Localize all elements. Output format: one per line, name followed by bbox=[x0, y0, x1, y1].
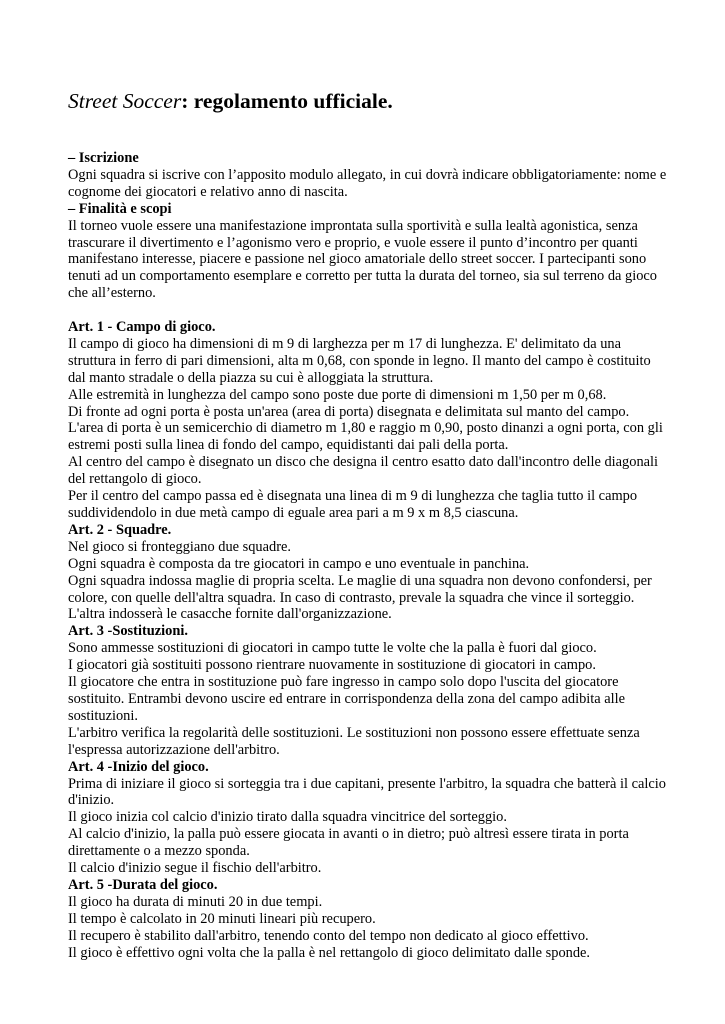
paragraph: Al centro del campo è disegnato un disco che designa il centro esatto dato dall'incontro delle diagonali del rettangolo di gioco. bbox=[68, 454, 659, 488]
paragraph: Il recupero è stabilito dall'arbitro, tenendo conto del tempo non dedicato al gioco effettivo. bbox=[68, 927, 589, 944]
article-heading-2: Art. 2 - Squadre. bbox=[68, 521, 172, 538]
paragraph: Il calcio d'inizio segue il fischio dell'arbitro. bbox=[68, 860, 322, 877]
paragraph: Il giocatore che entra in sostituzione può fare ingresso in campo solo dopo l'uscita del giocatore sostituito. Entrambi devono uscire ed entrare in corrispondenza della zona del campo adibita alle sostituzioni. bbox=[68, 674, 626, 724]
paragraph: Al calcio d'inizio, la palla può essere giocata in avanti o in dietro; può altresì essere tirata in porta direttamente o a mezzo sponda. bbox=[68, 826, 629, 860]
article-heading-4: Art. 4 -Inizio del gioco. bbox=[68, 758, 209, 775]
paragraph: Sono ammesse sostituzioni di giocatori in campo tutte le volte che la palla è fuori dal gioco. bbox=[68, 640, 597, 657]
section-heading-finalita: – Finalità e scopi bbox=[68, 200, 172, 217]
article-heading-5: Art. 5 -Durata del gioco. bbox=[68, 876, 218, 893]
paragraph: Alle estremità in lunghezza del campo sono poste due porte di dimensioni m 1,50 per m 0,68. bbox=[68, 386, 607, 403]
paragraph: Il campo di gioco ha dimensioni di m 9 di larghezza per m 17 di lunghezza. E' delimitato da una struttura in ferro di pari dimensioni, alta m 0,68, con sponde in legno. Il manto del campo è costituito dal manto stradale o della piazza su cui è alloggiata la struttura. bbox=[68, 335, 651, 386]
document-page bbox=[68, 86, 668, 961]
paragraph: Nel gioco si fronteggiano due squadre. bbox=[68, 538, 291, 555]
paragraph: L'arbitro verifica la regolarità delle sostituzioni. Le sostituzioni non possono essere effettuate senza l'espressa autorizzazione dell'arbitro. bbox=[68, 724, 640, 758]
intro-section bbox=[68, 150, 668, 302]
title-italic-part: Street Soccer bbox=[68, 89, 182, 113]
paragraph: Il torneo vuole essere una manifestazione improntata sulla sportività e sulla lealtà agonistica, senza trascurare il divertimento e l’agonismo vero e proprio, e vuole essere il punto d’incontro per quanti manifestano interesse, piacere e passione nel gioco amatoriale dello street soccer. I partecipanti sono tenuti ad un comportamento esemplare e corretto per tutta la durata del torneo, sia sul terreno da gioco che all’esterno. bbox=[68, 217, 657, 302]
articles-section bbox=[68, 319, 668, 961]
paragraph: Il tempo è calcolato in 20 minuti lineari più recupero. bbox=[68, 910, 376, 927]
paragraph: Ogni squadra è composta da tre giocatori in campo e uno eventuale in panchina. bbox=[68, 555, 530, 572]
section-heading-iscrizione: – Iscrizione bbox=[68, 150, 139, 166]
paragraph: I giocatori già sostituiti possono rientrare nuovamente in sostituzione di giocatori in campo. bbox=[68, 657, 596, 674]
paragraph: Il gioco inizia col calcio d'inizio tirato dalla squadra vincitrice del sorteggio. bbox=[68, 809, 507, 826]
paragraph: Ogni squadra si iscrive con l’apposito modulo allegato, in cui dovrà indicare obbligatoriamente: nome e cognome dei giocatori e relativo anno di nascita. bbox=[68, 166, 667, 200]
paragraph-spacer bbox=[68, 302, 668, 319]
article-heading-3: Art. 3 -Sostituzioni. bbox=[68, 623, 188, 640]
title-rest: : regolamento ufficiale. bbox=[181, 89, 393, 113]
paragraph: Il gioco è effettivo ogni volta che la palla è nel rettangolo di gioco delimitato dalle sponde. bbox=[68, 944, 591, 961]
paragraph: Il gioco ha durata di minuti 20 in due tempi. bbox=[68, 893, 323, 910]
article-heading-1: Art. 1 - Campo di gioco. bbox=[68, 319, 216, 336]
paragraph: Di fronte ad ogni porta è posta un'area (area di porta) disegnata e delimitata sul manto del campo. bbox=[68, 403, 630, 420]
paragraph: Ogni squadra indossa maglie di propria scelta. Le maglie di una squadra non devono confondersi, per colore, con quelle dell'altra squadra. In caso di contrasto, prevale la squadra che vince il sorteggio. L'altra indosserà le casacche fornite dall'organizzazione. bbox=[68, 572, 652, 623]
paragraph: L'area di porta è un semicerchio di diametro m 1,80 e raggio m 0,90, posto dinanzi a ogni porta, con gli estremi posti sulla linea di fondo del campo, equidistanti dai pali della porta. bbox=[68, 420, 663, 454]
paragraph: Per il centro del campo passa ed è disegnata una linea di m 9 di lunghezza che taglia tutto il campo suddividendolo in due metà campo di eguale area pari a m 9 x m 8,5 ciascuna. bbox=[68, 488, 638, 522]
page-title bbox=[68, 86, 668, 116]
paragraph: Prima di iniziare il gioco si sorteggia tra i due capitani, presente l'arbitro, la squadra che batterà il calcio d'inizio. bbox=[68, 775, 666, 809]
